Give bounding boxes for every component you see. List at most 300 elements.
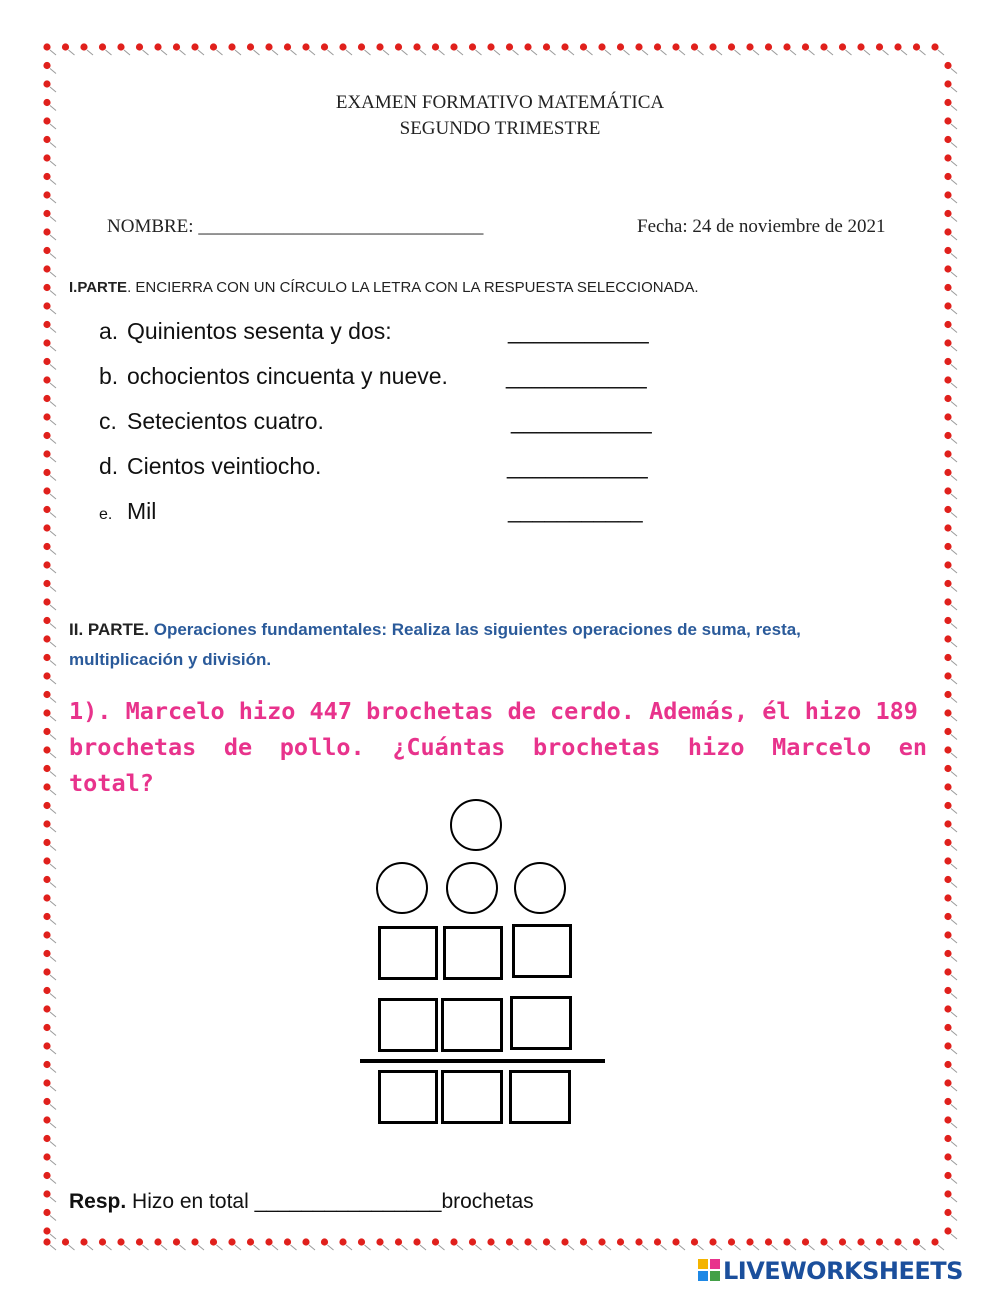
border-dot <box>944 672 951 679</box>
border-dot <box>944 1172 951 1179</box>
border-dot <box>944 524 951 531</box>
border-dot-tail <box>180 1245 186 1250</box>
border-dot-tail <box>50 494 56 499</box>
border-dot-tail <box>951 642 957 647</box>
border-dot-tail <box>124 50 130 55</box>
border-dot <box>432 1238 439 1245</box>
border-dot-tail <box>951 679 957 684</box>
border-dot <box>339 1238 346 1245</box>
border-dot <box>43 265 50 272</box>
border-dot-tail <box>951 1086 957 1091</box>
border-dot-tail <box>50 827 56 832</box>
border-dot <box>524 1238 531 1245</box>
digit-box[interactable] <box>512 924 572 978</box>
border-dot-tail <box>69 50 75 55</box>
border-dot <box>136 1238 143 1245</box>
border-dot-tail <box>50 679 56 684</box>
border-dot <box>543 43 550 50</box>
border-dot-tail <box>938 50 944 55</box>
border-dot <box>944 580 951 587</box>
border-dot <box>43 80 50 87</box>
response-text: Hizo en total ________________brochetas <box>126 1190 534 1213</box>
border-dot-tail <box>50 1049 56 1054</box>
border-dot <box>43 691 50 698</box>
option-a[interactable] <box>99 318 392 345</box>
border-dot <box>944 1116 951 1123</box>
border-dot-tail <box>951 587 957 592</box>
border-dot-tail <box>87 1245 93 1250</box>
border-dot-tail <box>439 1245 445 1250</box>
part2-heading-bold: II. PARTE. <box>69 620 149 639</box>
border-dot-tail <box>328 1245 334 1250</box>
border-dot-tail <box>50 1086 56 1091</box>
border-dot <box>944 228 951 235</box>
border-dot <box>284 1238 291 1245</box>
border-dot-tail <box>513 1245 519 1250</box>
border-dot <box>191 43 198 50</box>
option-letter[interactable]: a. <box>99 318 119 344</box>
border-dot-tail <box>217 1245 223 1250</box>
border-dot <box>43 857 50 864</box>
border-dot <box>857 1238 864 1245</box>
border-dot <box>247 1238 254 1245</box>
border-dot <box>43 543 50 550</box>
border-dot <box>635 43 642 50</box>
border-dot-tail <box>50 328 56 333</box>
border-dot <box>80 43 87 50</box>
border-dot-tail <box>951 235 957 240</box>
border-dot <box>944 857 951 864</box>
exam-title: EXAMEN FORMATIVO MATEMÁTICA <box>335 92 665 113</box>
border-dot-tail <box>951 1142 957 1147</box>
border-dot-tail <box>951 883 957 888</box>
digit-box[interactable] <box>510 996 572 1050</box>
border-dot <box>43 1227 50 1234</box>
border-dot-tail <box>50 661 56 666</box>
border-dot <box>944 358 951 365</box>
border-dot-tail <box>568 50 574 55</box>
border-dot-tail <box>951 994 957 999</box>
border-dot <box>944 728 951 735</box>
border-dot-tail <box>531 50 537 55</box>
word-problem-line2: brochetas de pollo. ¿Cuántas brochetas hizo Marcelo en total? <box>69 733 927 797</box>
border-dot-tail <box>50 624 56 629</box>
border-dot-tail <box>50 457 56 462</box>
carry-circle[interactable] <box>376 862 428 914</box>
date-label: Fecha: 24 de noviembre de 2021 <box>637 216 886 237</box>
carry-circle[interactable] <box>446 862 498 914</box>
border-dot-tail <box>951 1031 957 1036</box>
option-text: Mil <box>127 498 157 524</box>
border-dot-tail <box>951 346 957 351</box>
border-dot-tail <box>402 1245 408 1250</box>
border-dot <box>944 765 951 772</box>
border-dot <box>820 1238 827 1245</box>
border-dot <box>672 1238 679 1245</box>
border-dot-tail <box>772 50 778 55</box>
border-dot-tail <box>50 1160 56 1165</box>
answer-blank-a[interactable]: ___________ <box>508 318 649 344</box>
border-dot <box>944 1061 951 1068</box>
border-dot <box>117 1238 124 1245</box>
border-dot-tail <box>772 1245 778 1250</box>
border-dot-tail <box>920 50 926 55</box>
border-dot <box>43 598 50 605</box>
border-dot-tail <box>951 957 957 962</box>
border-dot <box>944 1135 951 1142</box>
border-dot <box>944 931 951 938</box>
option-letter[interactable]: d. <box>99 453 119 479</box>
border-dot <box>944 543 951 550</box>
border-dot <box>173 1238 180 1245</box>
border-dot-tail <box>383 1245 389 1250</box>
border-dot-tail <box>698 1245 704 1250</box>
border-dot-tail <box>365 1245 371 1250</box>
border-dot <box>43 358 50 365</box>
border-dot <box>580 1238 587 1245</box>
border-dot-tail <box>846 1245 852 1250</box>
border-dot <box>339 43 346 50</box>
border-dot-tail <box>106 50 112 55</box>
border-dot <box>247 43 254 50</box>
border-dot-tail <box>50 439 56 444</box>
border-dot <box>43 284 50 291</box>
answer-blank-e[interactable]: ___________ <box>508 498 643 523</box>
border-dot <box>43 820 50 827</box>
border-dot <box>944 635 951 642</box>
option-d[interactable] <box>99 453 321 480</box>
border-dot <box>450 43 457 50</box>
border-dot-tail <box>50 753 56 758</box>
border-dot <box>43 210 50 217</box>
border-dot-tail <box>50 938 56 943</box>
border-dot-tail <box>50 642 56 647</box>
border-dot <box>43 1042 50 1049</box>
border-dot <box>944 709 951 716</box>
border-dot-tail <box>50 235 56 240</box>
border-dot-tail <box>420 1245 426 1250</box>
border-dot <box>43 191 50 198</box>
border-dot-tail <box>513 50 519 55</box>
option-b[interactable] <box>99 363 448 390</box>
border-dot-tail <box>235 1245 241 1250</box>
border-dot <box>561 43 568 50</box>
border-dot <box>839 1238 846 1245</box>
border-dot <box>931 43 938 50</box>
border-dot-tail <box>951 698 957 703</box>
border-dot <box>839 43 846 50</box>
border-dot-tail <box>50 476 56 481</box>
border-dot <box>469 43 476 50</box>
border-dot <box>894 1238 901 1245</box>
border-dot-tail <box>254 1245 260 1250</box>
border-dot <box>302 43 309 50</box>
border-dot <box>43 1005 50 1012</box>
border-dot-tail <box>951 661 957 666</box>
border-dot-tail <box>50 716 56 721</box>
border-dot <box>43 450 50 457</box>
digit-box[interactable] <box>441 998 503 1052</box>
border-dot <box>43 173 50 180</box>
border-dot <box>944 802 951 809</box>
answer-blank-c[interactable]: ___________ <box>511 408 652 434</box>
border-dot <box>43 728 50 735</box>
border-dot <box>43 506 50 513</box>
border-dot <box>876 1238 883 1245</box>
border-dot <box>265 43 272 50</box>
border-dot <box>432 43 439 50</box>
border-dot-tail <box>50 605 56 610</box>
option-text: Quinientos sesenta y dos: <box>127 318 392 344</box>
border-dot-tail <box>50 180 56 185</box>
border-dot-tail <box>951 1068 957 1073</box>
border-dot-tail <box>328 50 334 55</box>
border-dot-tail <box>50 198 56 203</box>
border-dot-tail <box>951 291 957 296</box>
option-letter[interactable]: b. <box>99 363 119 389</box>
border-dot-tail <box>476 1245 482 1250</box>
border-dot <box>43 62 50 69</box>
border-dot-tail <box>50 513 56 518</box>
border-dot-tail <box>735 50 741 55</box>
border-dot-tail <box>716 50 722 55</box>
result-digit-box[interactable] <box>509 1070 571 1124</box>
border-dot-tail <box>951 439 957 444</box>
border-dot-tail <box>50 1234 56 1239</box>
border-dot <box>728 43 735 50</box>
border-dot <box>944 1227 951 1234</box>
border-dot-tail <box>50 568 56 573</box>
border-dot-tail <box>161 1245 167 1250</box>
border-dot-tail <box>457 50 463 55</box>
border-dot <box>43 413 50 420</box>
border-dot <box>43 43 50 50</box>
border-dot <box>944 339 951 346</box>
border-dot <box>944 302 951 309</box>
border-dot-tail <box>951 328 957 333</box>
border-dot-tail <box>50 531 56 536</box>
border-dot <box>43 1209 50 1216</box>
border-dot-tail <box>951 753 957 758</box>
border-dot <box>62 43 69 50</box>
border-dot-tail <box>951 143 957 148</box>
border-dot-tail <box>161 50 167 55</box>
border-dot-tail <box>531 1245 537 1250</box>
border-dot-tail <box>50 309 56 314</box>
border-dot <box>265 1238 272 1245</box>
option-text: Setecientos cuatro. <box>127 408 324 434</box>
border-dot <box>43 561 50 568</box>
border-dot-tail <box>809 1245 815 1250</box>
border-dot <box>944 376 951 383</box>
border-dot <box>43 839 50 846</box>
border-dot <box>376 43 383 50</box>
border-dot <box>580 43 587 50</box>
border-dot <box>944 506 951 513</box>
border-dot-tail <box>69 1245 75 1250</box>
border-dot <box>944 395 951 402</box>
border-dot <box>321 1238 328 1245</box>
border-dot-tail <box>50 920 56 925</box>
response-line[interactable] <box>69 1190 534 1214</box>
border-dot-tail <box>951 1049 957 1054</box>
border-dot-tail <box>753 1245 759 1250</box>
sum-line <box>360 1059 605 1063</box>
border-dot <box>913 1238 920 1245</box>
border-dot <box>43 987 50 994</box>
border-dot <box>43 469 50 476</box>
border-dot-tail <box>920 1245 926 1250</box>
border-dot-tail <box>951 531 957 536</box>
border-dot-tail <box>476 50 482 55</box>
name-field[interactable]: NOMBRE: ______________________________ <box>107 216 484 237</box>
border-dot <box>944 691 951 698</box>
border-dot-tail <box>951 846 957 851</box>
border-dot-tail <box>198 50 204 55</box>
border-dot <box>43 1190 50 1197</box>
border-dot <box>43 783 50 790</box>
border-dot-tail <box>439 50 445 55</box>
border-dot-tail <box>50 383 56 388</box>
border-dot <box>913 43 920 50</box>
border-dot-tail <box>50 1142 56 1147</box>
border-dot-tail <box>50 1197 56 1202</box>
border-dot-tail <box>402 50 408 55</box>
border-dot-tail <box>642 50 648 55</box>
liveworksheets-logo <box>698 1257 963 1285</box>
border-dot-tail <box>346 50 352 55</box>
border-dot <box>43 395 50 402</box>
border-dot-tail <box>50 587 56 592</box>
border-dot <box>43 950 50 957</box>
border-dot-tail <box>50 1123 56 1128</box>
border-dot <box>802 1238 809 1245</box>
answer-blank-b[interactable]: ___________ <box>506 363 647 389</box>
answer-blank-d[interactable]: ___________ <box>507 453 648 479</box>
result-digit-box[interactable] <box>378 1070 438 1124</box>
exam-subtitle: SEGUNDO TRIMESTRE <box>399 118 601 139</box>
border-dot <box>944 487 951 494</box>
border-dot-tail <box>50 1179 56 1184</box>
border-dot <box>99 43 106 50</box>
border-dot <box>598 1238 605 1245</box>
border-dot <box>944 654 951 661</box>
border-dot-tail <box>951 716 957 721</box>
border-dot <box>543 1238 550 1245</box>
border-dot-tail <box>50 975 56 980</box>
border-dot-tail <box>494 1245 500 1250</box>
border-dot-tail <box>605 1245 611 1250</box>
border-dot <box>395 43 402 50</box>
border-dot-tail <box>624 1245 630 1250</box>
border-dot <box>43 302 50 309</box>
border-dot <box>358 1238 365 1245</box>
border-dot-tail <box>661 1245 667 1250</box>
border-dot-tail <box>951 513 957 518</box>
border-dot-tail <box>827 50 833 55</box>
border-dot <box>43 709 50 716</box>
border-dot <box>43 1079 50 1086</box>
border-dot <box>43 1098 50 1105</box>
border-dot <box>43 339 50 346</box>
border-dot-tail <box>50 1068 56 1073</box>
border-dot-tail <box>217 50 223 55</box>
part2-instructions-line2: multiplicación y división. <box>69 650 272 669</box>
border-dot <box>944 968 951 975</box>
border-dot-tail <box>951 1105 957 1110</box>
border-dot-tail <box>951 476 957 481</box>
border-dot <box>944 210 951 217</box>
border-dot <box>43 487 50 494</box>
border-dot-tail <box>87 50 93 55</box>
logo-text: LIVEWORKSHEETS <box>723 1257 963 1285</box>
border-dot <box>654 1238 661 1245</box>
border-dot <box>944 561 951 568</box>
border-dot <box>43 617 50 624</box>
digit-box[interactable] <box>443 926 503 980</box>
border-dot-tail <box>790 50 796 55</box>
border-dot-tail <box>50 864 56 869</box>
border-dot <box>395 1238 402 1245</box>
border-dot-tail <box>951 624 957 629</box>
border-dot-tail <box>951 864 957 869</box>
option-c[interactable] <box>99 408 324 435</box>
border-dot-tail <box>864 1245 870 1250</box>
border-dot <box>43 154 50 161</box>
border-dot-tail <box>951 735 957 740</box>
border-dot-tail <box>568 1245 574 1250</box>
border-dot <box>944 432 951 439</box>
border-dot <box>43 1172 50 1179</box>
border-dot <box>80 1238 87 1245</box>
border-dot <box>944 62 951 69</box>
border-dot <box>746 43 753 50</box>
border-dot <box>765 43 772 50</box>
digit-box[interactable] <box>378 926 438 980</box>
border-dot <box>765 1238 772 1245</box>
border-dot-tail <box>309 1245 315 1250</box>
option-text: ochocientos cincuenta y nueve. <box>127 363 448 389</box>
option-letter[interactable]: e. <box>99 506 113 523</box>
border-dot <box>43 894 50 901</box>
border-dot <box>43 1153 50 1160</box>
result-digit-box[interactable] <box>441 1070 503 1124</box>
border-dot <box>783 1238 790 1245</box>
border-dot-tail <box>50 346 56 351</box>
border-dot-tail <box>951 920 957 925</box>
border-dot-tail <box>951 254 957 259</box>
border-dot <box>43 746 50 753</box>
border-dot <box>43 228 50 235</box>
border-dot-tail <box>809 50 815 55</box>
border-dot <box>691 43 698 50</box>
border-dot <box>43 247 50 254</box>
border-dot-tail <box>951 938 957 943</box>
border-dot-tail <box>951 1179 957 1184</box>
border-dot-tail <box>365 50 371 55</box>
border-dot <box>136 43 143 50</box>
border-dot <box>413 1238 420 1245</box>
option-letter[interactable]: c. <box>99 408 117 434</box>
border-dot <box>944 783 951 790</box>
border-dot-tail <box>864 50 870 55</box>
border-dot <box>876 43 883 50</box>
border-dot-tail <box>50 420 56 425</box>
digit-box[interactable] <box>378 998 438 1052</box>
carry-circle[interactable] <box>450 799 502 851</box>
carry-circle[interactable] <box>514 862 566 914</box>
option-e[interactable] <box>99 498 156 525</box>
